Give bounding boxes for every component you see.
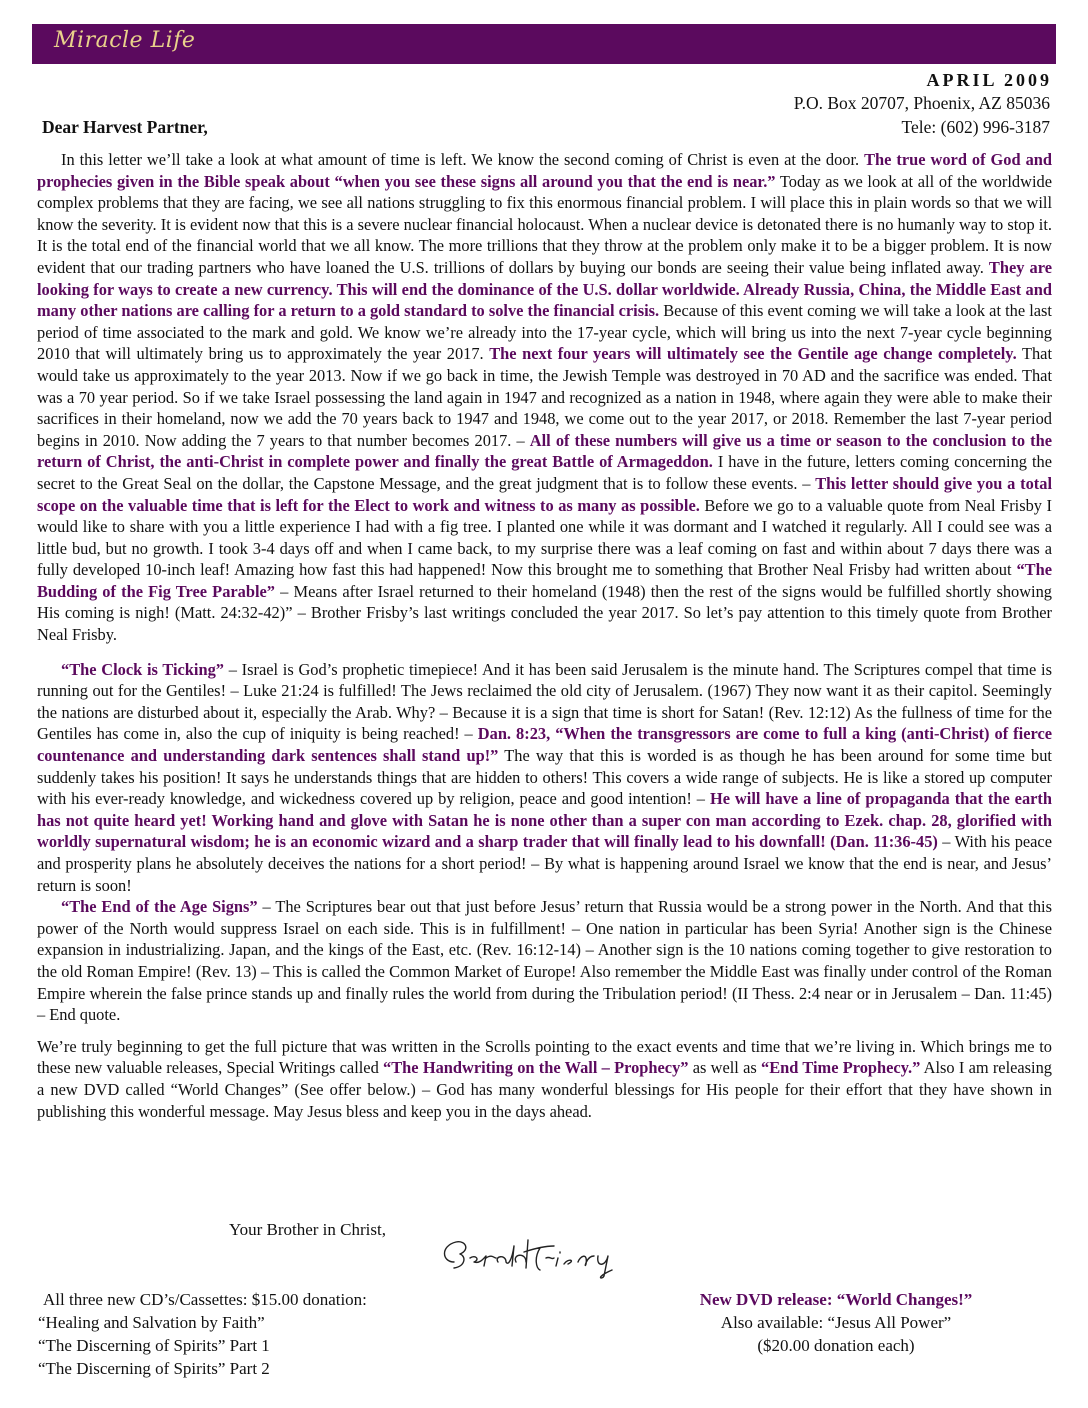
brand-logo: Miracle Life <box>54 28 196 53</box>
emphasized-text: All of these numbers will give us a time or season to the conclusion to the return of Christ, the anti-Christ in complete power and finally the great Battle of Armageddon. <box>37 430 1052 472</box>
text-run: I have in the future, letters coming concerning the secret to the Great Seal on the dollar, the Capstone Message, and the great judgment that is to follow these events. – <box>37 452 1052 493</box>
cd-offer <box>38 1288 367 1380</box>
phone-number: Tele: (602) 996-3187 <box>901 117 1050 137</box>
paragraph <box>37 659 1052 897</box>
letter-date: APRIL 2009 <box>926 70 1052 90</box>
cd-title: “The Discerning of Spirits” Part 1 <box>38 1336 270 1355</box>
header-banner <box>32 24 1056 64</box>
text-run: Because of this event coming we will take a look at the last period of time associated to the mark and gold. We know we’re already into the 17-year cycle, which will bring us into the next 7-year cycle beginning 2010 that will ultimately bring us to approximately the year 2017. <box>37 301 1052 364</box>
emphasized-text: The true word of God and prophecies given in the Bible speak about “when you see these signs all around you that the end is near.” <box>37 150 1052 191</box>
text-run: – With his peace and prosperity plans he absolutely deceives the nations for a short period! – By what is happening around Israel we know that the end is near, and Jesus’ return is soon! <box>37 832 1052 895</box>
emphasized-text: “The Handwriting on the Wall – Prophecy” <box>383 1058 689 1078</box>
emphasized-text: “The Budding of the Fig Tree Parable” <box>37 560 1052 601</box>
salutation: Dear Harvest Partner, <box>42 117 208 137</box>
text-run: Today as we look at all of the worldwide complex problems that they are facing, we see all nations struggling to fix this enormous financial problem. I will place this in plain words so that we will know the severity. It is evident now that this is a severe nuclear financial holocaust. When a nuclear device is detonated there is no humanly way to stop it. It is the total end of the financial world that we all know. The more trillions that they throw at the problem only make it to be a bigger problem. It is now evident that our trading partners who have loaned the U.S. trillions of dollars by buying our bonds are seeing their value being inflated away. <box>37 171 1052 277</box>
text-run: Before we go to a valuable quote from Neal Frisby I would like to share with you a little experience I had with a fig tree. I planted one while it was dormant and I watched it regularly. All I could see was a little bud, but no growth. I took 3-4 days off and when I came back, to my surprise there was a leaf coming on fast and within about 7 days there was a fully developed 10-inch leaf! Amazing how fast this had happened! Now this brought me to something that Brother Neal Frisby had written about <box>37 495 1052 580</box>
emphasized-text: The next four years will ultimately see the Gentile age change completely. <box>489 344 1017 364</box>
dvd-offer <box>640 1288 1032 1357</box>
dvd-offer-title: New DVD release: “World Changes!” <box>699 1290 973 1309</box>
mailing-address: P.O. Box 20707, Phoenix, AZ 85036 <box>793 93 1050 113</box>
text-run: – Means after Israel returned to their homeland (1948) then the rest of the signs would be fulfilled shortly showing His coming is nigh! (Matt. 24:32-42)” – Brother Frisby’s last writings concluded the year 2017. So let’s pay attention to this timely quote from Brother Neal Frisby. <box>37 581 1052 645</box>
text-run: – Israel is God’s prophetic timepiece! And it has been said Jerusalem is the minute hand. The Scriptures compel that time is running out for the Gentiles! – Luke 21:24 is fulfilled! The Jews reclaimed the old city of Jerusalem. (1967) They now want it as their capitol. Seemingly the nations are disturbed about it, especially the Arab. Why? – Because it is a sign that time is short for Satan! (Rev. 12:12) As the fullness of time for the Gentiles has come in, also the cup of iniquity is being reached! – <box>37 659 1052 744</box>
cd-offer-title: All three new CD’s/Cassettes: $15.00 donation: <box>43 1290 367 1309</box>
text-run: In this letter we’ll take a look at what amount of time is left. We know the second coming of Christ is even at the door. <box>61 150 865 169</box>
cd-title: “The Discerning of Spirits” Part 2 <box>38 1359 270 1378</box>
emphasized-text: They are looking for ways to create a new currency. This will end the dominance of the U.S. dollar worldwide. Already Russia, China, the Middle East and many other nations are calling for a return to a gold standard to solve the financial crisis. <box>37 257 1052 321</box>
signature <box>436 1232 636 1285</box>
text-run: as well as <box>688 1058 762 1078</box>
cd-title: “Healing and Salvation by Faith” <box>38 1313 265 1332</box>
emphasized-text: “The End of the Age Signs” <box>61 897 258 917</box>
closing: Your Brother in Christ, <box>229 1220 386 1239</box>
dvd-price: ($20.00 donation each) <box>757 1336 915 1355</box>
emphasized-text: “End Time Prophecy.” <box>761 1058 921 1078</box>
paragraph <box>37 896 1052 1026</box>
also-available: Also available: “Jesus All Power” <box>720 1313 952 1332</box>
emphasized-text: Dan. 8:23, “When the transgressors are come to full a king (anti-Christ) of fierce countenance and understanding dark sentences shall stand up!” <box>37 724 1052 766</box>
text-run: That would take us approximately to the year 2013. Now if we go back in time, the Jewish Temple was destroyed in 70 AD and the sacrifice was ended. That was a 70 year period. So if we take Israel possessing the land again in 1947 and recognized as a nation in 1948, where again they were able to make their sacrifices in their homeland, now we add the 70 years back to 1947 and 1948, we come out to the year 2017, or 2018. Remember the last 7-year period begins in 2010. Now adding the 7 years to that number becomes 2017. – <box>37 344 1053 450</box>
emphasized-text: He will have a line of propaganda that the earth has not quite heard yet! Working hand and glove with Satan he is none other than a super con man according to Ezek. chap. 28, glorified with worldly supernatural wisdom; he is an economic wizard and a sharp trader that will finally lead to his downfall! (Dan. 11:36-45) <box>37 789 1053 852</box>
letter-body <box>37 149 1052 1122</box>
text-run: The way that this is worded is as though he has been around for some time but suddenly takes his position! It says he understands things that are hidden to others! This covers a wide range of subjects. He is like a stored up computer with his ever-ready knowledge, and wickedness covered up by religion, peace and good intention! – <box>37 746 1052 809</box>
text-run: Also I am releasing a new DVD called “World Changes” (See offer below.) – God has many wonderful blessings for His people for their effort that they have shown in publishing this wonderful message. May Jesus bless and keep you in the days ahead. <box>37 1058 1053 1121</box>
text-run: – The Scriptures bear out that just before Jesus’ return that Russia would be a strong power in the North. And that this power of the North would suppress Israel on each side. This is in fulfillment! – One nation in particular has been Syria! Another sign is the Chinese expansion in industrializing. Japan, and the kings of the East, etc. (Rev. 16:12-14) – Another sign is the 10 nations coming together to give restoration to the old Roman Empire! (Rev. 13) – This is called the Common Market of Europe! Also remember the Middle East was finally under control of the Roman Empire wherein the false prince stands up and finally rules the world from during the Tribulation period! (II Thess. 2:4 near or in Jerusalem – Dan. 11:45) – End quote. <box>37 897 1052 1025</box>
paragraph <box>37 149 1052 646</box>
emphasized-text: This letter should give you a total scope on the valuable time that is left for the Elect to work and witness to as many as possible. <box>37 473 1052 515</box>
handwritten-signature <box>436 1232 636 1280</box>
emphasized-text: “The Clock is Ticking” <box>61 659 224 679</box>
text-run: We’re truly beginning to get the full picture that was written in the Scrolls pointing to the exact events and time that we’re living in. Which brings me to these new valuable releases, Special Writings called <box>37 1036 1052 1078</box>
paragraph <box>37 1036 1052 1122</box>
